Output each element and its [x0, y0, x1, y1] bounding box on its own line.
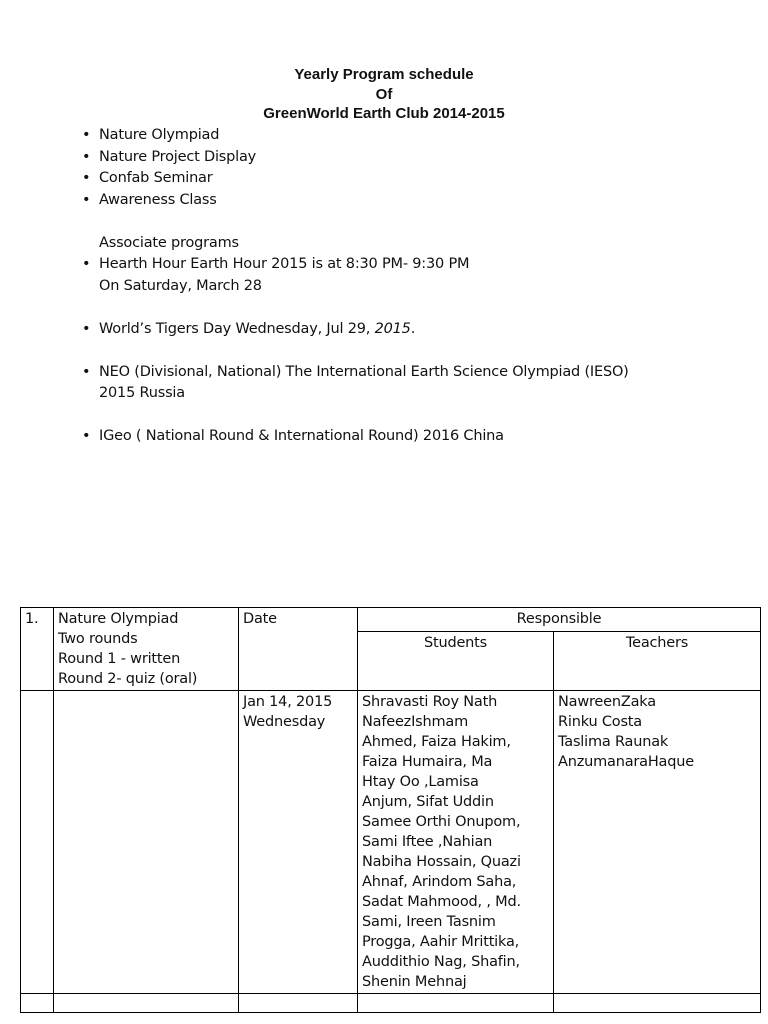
title-line-3: GreenWorld Earth Club 2014-2015 — [263, 105, 505, 122]
list-item: • Nature Project Display — [80, 147, 740, 169]
bullet-icon: • — [82, 170, 91, 186]
list-item-earth-hour: • Hearth Hour Earth Hour 2015 is at 8:30 PM- 9:30 PM — [80, 254, 740, 276]
bullet-icon: • — [82, 363, 91, 380]
schedule-table — [20, 607, 761, 1013]
empty-cell — [21, 691, 54, 994]
date-header: Date — [239, 608, 358, 691]
list-item: • Awareness Class — [80, 190, 740, 212]
empty-cell — [554, 994, 761, 1013]
earth-hour-date: On Saturday, March 28 — [99, 277, 262, 294]
list-item-igeo: • IGeo ( National Round & International Round) 2016 China — [80, 426, 740, 448]
list-item: • Confab Seminar — [80, 168, 740, 190]
table-row — [21, 608, 761, 632]
table-row — [21, 994, 761, 1013]
empty-cell — [21, 994, 54, 1013]
program-list — [80, 125, 740, 448]
title-line-2: Of — [375, 85, 393, 103]
row-number-cell: 1. — [21, 608, 54, 691]
teachers-header: Teachers — [554, 632, 761, 691]
bullet-icon: • — [82, 148, 91, 165]
title-line-1: Yearly Program schedule — [294, 66, 474, 83]
empty-cell — [358, 994, 554, 1013]
bullet-icon: • — [82, 256, 91, 272]
table-row — [21, 691, 761, 994]
empty-cell — [54, 994, 239, 1013]
list-item: • Nature Olympiad — [80, 125, 740, 147]
bullet-icon: • — [82, 191, 91, 208]
document-title — [0, 65, 768, 124]
empty-cell — [54, 691, 239, 994]
bullet-icon: • — [82, 127, 91, 143]
program-cell: Nature Olympiad Two rounds Round 1 - written Round 2- quiz (oral) — [54, 608, 239, 691]
date-cell: Jan 14, 2015 Wednesday — [239, 691, 358, 994]
list-item-tigers-day: • World’s Tigers Day Wednesday, Jul 29, 2015. — [80, 319, 740, 341]
list-item-neo: • NEO (Divisional, National) The International Earth Science Olympiad (IESO) — [80, 362, 740, 384]
students-cell: Shravasti Roy Nath NafeezIshmam Ahmed, Faiza Hakim, Faiza Humaira, Ma Htay Oo ,Lamisa Anjum, Sifat Uddin Samee Orthi Onupom, Sami Iftee ,Nahian Nabiha Hossain, Quazi Ahnaf, Arindom Saha, Sadat Mahmood, , Md. Sami, Ireen Tasnim Progga, Aahir Mrittika, Auddithio Nag, Shafin, Shenin Mehnaj — [358, 691, 554, 994]
associate-programs-heading: Associate programs — [99, 234, 239, 251]
teachers-cell: NawreenZaka Rinku Costa Taslima Raunak AnzumanaraHaque — [554, 691, 761, 994]
bullet-icon: • — [82, 320, 91, 337]
empty-cell — [239, 994, 358, 1013]
neo-detail: 2015 Russia — [99, 385, 185, 401]
bullet-icon: • — [82, 428, 91, 444]
responsible-header: Responsible — [358, 608, 761, 632]
students-header: Students — [358, 632, 554, 691]
